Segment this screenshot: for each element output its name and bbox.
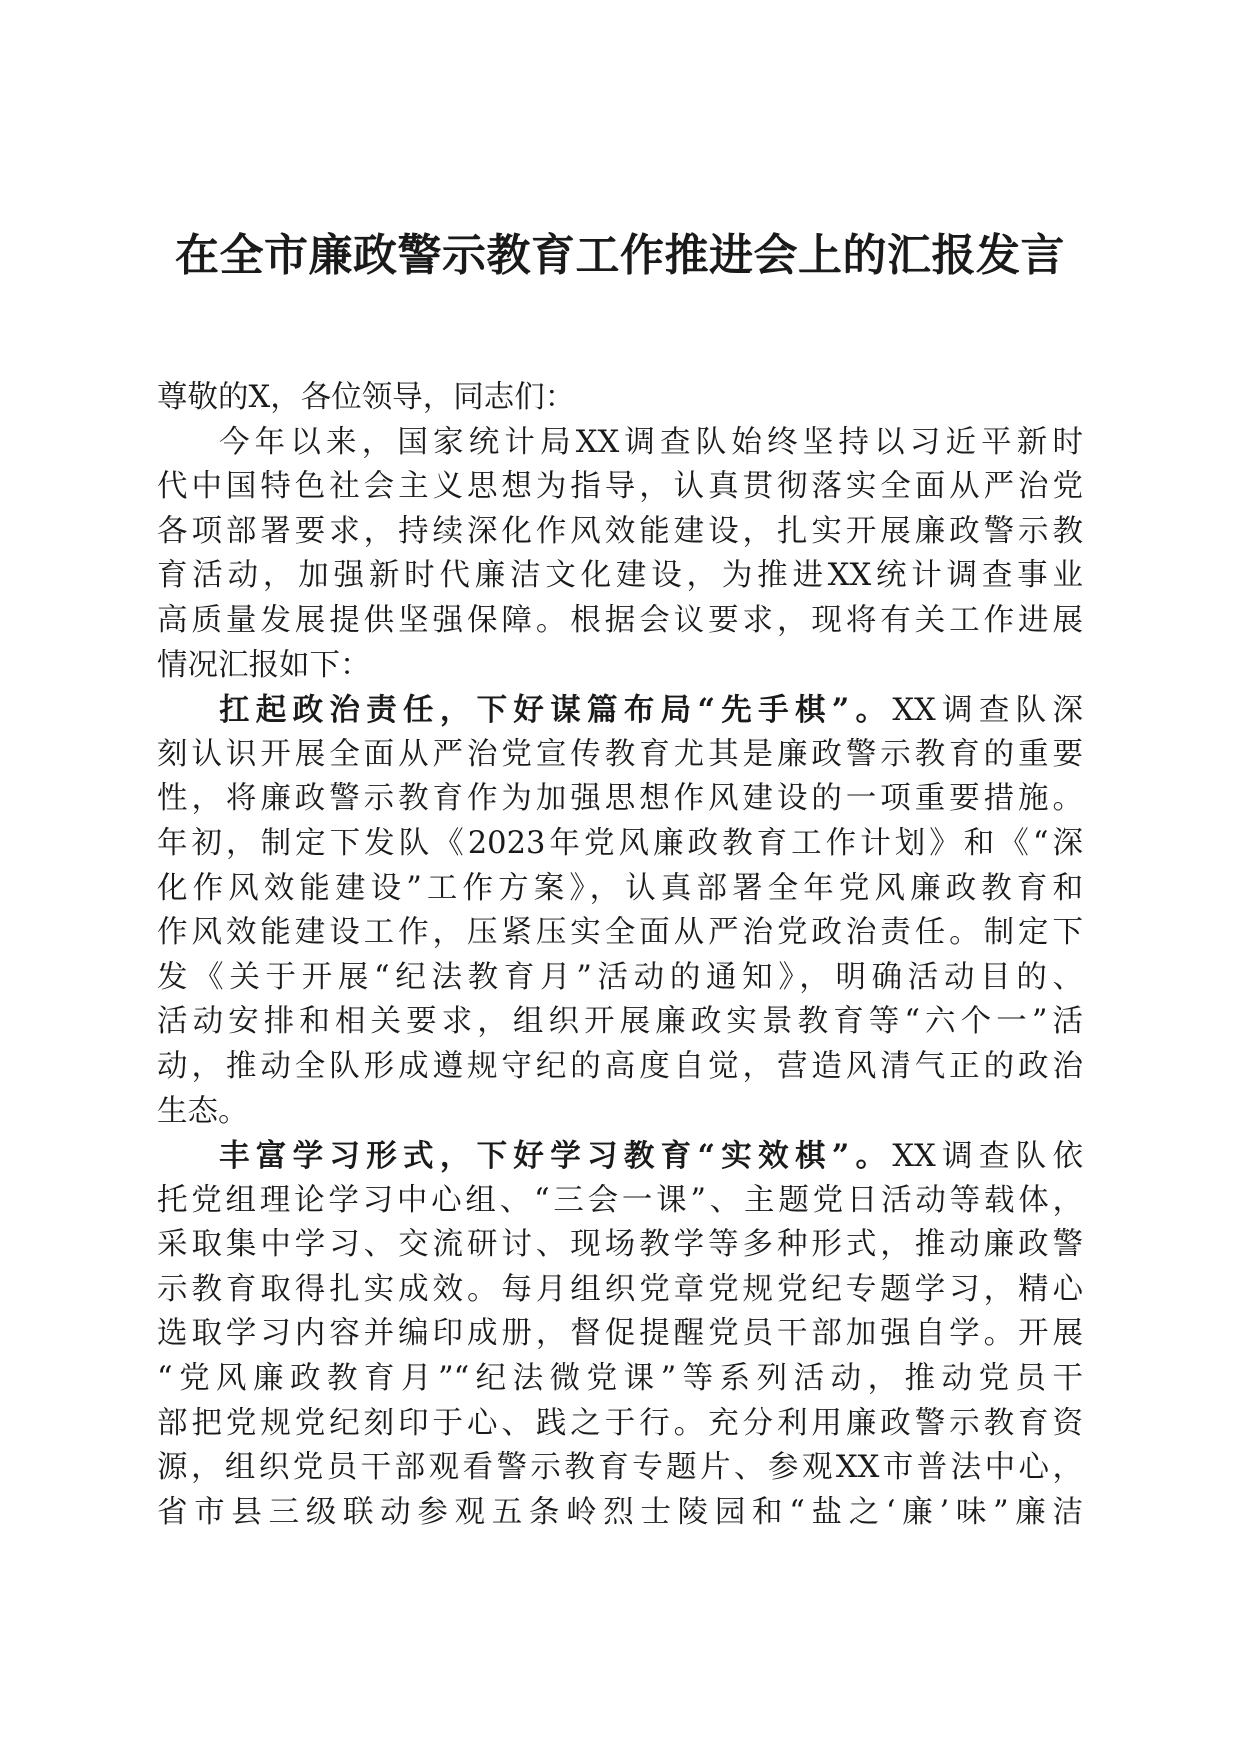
paragraph-line: 高质量发展提供坚强保障。根据会议要求，现将有关工作进展 [157,602,1083,638]
paragraph-line: 示教育取得扎实成效。每月组织党章党规党纪专题学习，精心 [157,1271,1083,1307]
document-body [157,376,1083,1535]
section-heading: 扛起政治责任，下好谋篇布局“先手棋”。 [219,692,893,729]
paragraph-line: 动，推动全队形成遵规守纪的高度自觉，营造风清气正的政治 [157,1048,1083,1084]
paragraph-line: 作风效能建设工作，压紧压实全面从严治党政治责任。制定下 [157,915,1083,951]
paragraph-line: 育活动，加强新时代廉洁文化建设，为推进XX统计调查事业 [157,558,1083,594]
paragraph-line: 生态。 [157,1093,249,1129]
paragraph-line: 发《关于开展“纪法教育月”活动的通知》，明确活动目的、 [157,959,1083,995]
paragraph-line: “党风廉政教育月”“纪法微党课”等系列活动，推动党员干 [157,1361,1083,1397]
paragraph-heading-line [157,1134,1083,1179]
paragraph-line: 活动安排和相关要求，组织开展廉政实景教育等“六个一”活 [157,1004,1083,1040]
paragraph-line: 年初，制定下发队《2023年党风廉政教育工作计划》和《“深 [157,825,1083,861]
section-heading: 丰富学习形式，下好学习教育“实效棋”。 [219,1138,893,1175]
paragraph-line: 采取集中学习、交流研讨、现场教学等多种形式，推动廉政警 [157,1227,1083,1263]
paragraph-line: 刻认识开展全面从严治党宣传教育尤其是廉政警示教育的重要 [157,736,1083,772]
paragraph-line: 省市县三级联动参观五条岭烈士陵园和“盐之‘廉’味”廉洁 [157,1494,1083,1530]
paragraph-text: XX调查队依 [892,1139,1083,1175]
paragraph-line: 性，将廉政警示教育作为加强思想作风建设的一项重要措施。 [157,781,1083,817]
paragraph-heading-line [157,688,1083,733]
paragraph-line: 化作风效能建设”工作方案》，认真部署全年党风廉政教育和 [157,870,1083,906]
paragraph-line: 托党组理论学习中心组、“三会一课”、主题党日活动等载体， [157,1182,1083,1218]
paragraph-line: 选取学习内容并编印成册，督促提醒党员干部加强自学。开展 [157,1316,1083,1352]
paragraph-text: XX调查队深 [892,693,1083,729]
salutation: 尊敬的X，各位领导，同志们： [157,380,576,415]
paragraph-line: 部把党规党纪刻印于心、践之于行。充分利用廉政警示教育资 [157,1405,1083,1441]
paragraph-line: 今年以来，国家统计局XX调查队始终坚持以习近平新时 [219,424,1083,460]
paragraph-line: 源，组织党员干部观看警示教育专题片、参观XX市普法中心， [157,1450,1083,1486]
paragraph-line: 各项部署要求，持续深化作风效能建设，扎实开展廉政警示教 [157,513,1083,549]
paragraph-line: 情况汇报如下： [157,647,371,683]
paragraph-line: 代中国特色社会主义思想为指导，认真贯彻落实全面从严治党 [157,469,1083,505]
document-title: 在全市廉政警示教育工作推进会上的汇报发言 [175,230,1065,281]
